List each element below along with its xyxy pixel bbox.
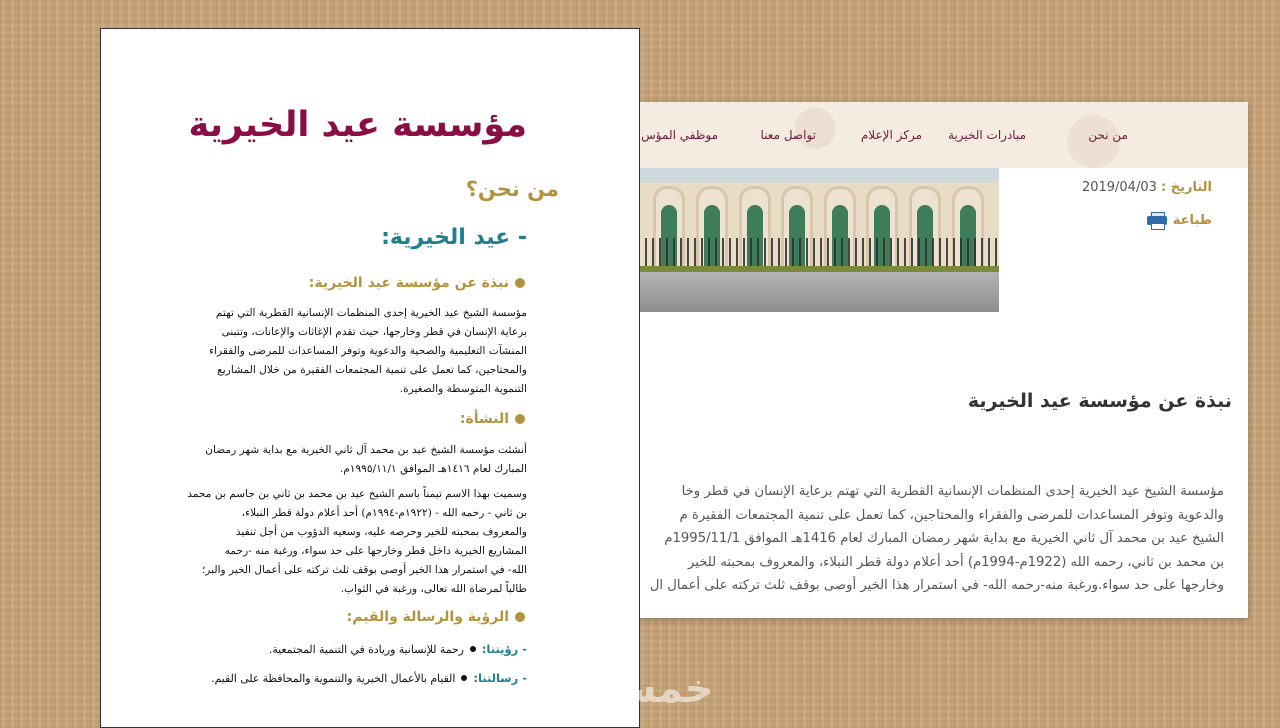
khamsat-watermark: خمسات bbox=[562, 666, 714, 712]
bullet-icon bbox=[515, 612, 525, 622]
nav-item-contact[interactable]: تواصل معنا bbox=[760, 128, 816, 142]
section-vision-label: الرؤية والرسالة والقيم: bbox=[346, 609, 509, 625]
date-value: 2019/04/03 bbox=[1081, 180, 1157, 195]
origin-line: أنشئت مؤسسة الشيخ عيد بن محمد آل ثاني الخيرية مع بداية شهر رمضان bbox=[205, 444, 527, 456]
bullet-dot-icon bbox=[470, 646, 476, 652]
section-vision-heading bbox=[347, 609, 525, 625]
nav-item-initiatives[interactable]: مبادرات الخيرية bbox=[947, 128, 1026, 142]
site-paragraph-line: مؤسسة الشيخ عيد الخيرية إحدى المنظمات الإنسانية القطرية التي تهتم برعاية الإنسان في قطر وخا bbox=[681, 484, 1224, 499]
vision-label: - رؤيتنا: bbox=[481, 642, 527, 656]
mission-item bbox=[211, 671, 527, 685]
section-about-label: نبذة عن مؤسسة عيد الخيرية: bbox=[308, 275, 509, 291]
site-article-heading: نبذة عن مؤسسة عيد الخيرية bbox=[967, 390, 1232, 412]
naming-line: الله- في استمرار هذا الخير أوصى بوقف ثلث تركته على أعمال الخير والبر؛ bbox=[201, 564, 527, 576]
nav-item-media-center[interactable]: مركز الإعلام bbox=[860, 128, 922, 142]
about-line: برعاية الإنسان في قطر وخارجها، حيث تقدم الإغاثات والإعانات، وتتبنى bbox=[221, 326, 527, 338]
mission-label: - رسالتنا: bbox=[473, 671, 527, 685]
site-navbar bbox=[630, 102, 1248, 168]
vision-item bbox=[269, 642, 527, 656]
publish-date bbox=[1082, 180, 1212, 195]
about-line: مؤسسة الشيخ عيد الخيرية إحدى المنظمات الإنسانية القطرية التي تهتم bbox=[215, 307, 527, 319]
website-panel bbox=[630, 102, 1248, 618]
who-are-we-heading: من نحن؟ bbox=[465, 177, 559, 201]
print-button[interactable] bbox=[1147, 212, 1212, 228]
printer-icon bbox=[1147, 212, 1167, 228]
print-label: طباعة bbox=[1172, 212, 1212, 228]
site-article-paragraph bbox=[630, 480, 1224, 598]
origin-paragraph bbox=[197, 441, 527, 479]
naming-line: والمعروف بمحبته للخير وحرصه عليه، وسعيه الدؤوب من أجل تنفيذ bbox=[235, 526, 527, 538]
naming-line: وسميت بهذا الاسم تيمناً باسم الشيخ عيد بن محمد بن ثاني بن جاسم بن محمد bbox=[187, 488, 527, 500]
building-banner-image bbox=[638, 168, 999, 312]
origin-line: المبارك لعام ١٤١٦هـ الموافق ١٩٩٥/١١/١م. bbox=[339, 463, 527, 475]
site-paragraph-line: وخارجها على حد سواء.ورغبة منه-رحمه الله- في استمرار هذا الخير أوصى بوقف ثلث تركته على أعمال ال bbox=[649, 578, 1224, 593]
naming-line: بن ثاني - رحمه الله - (١٩٢٢م-١٩٩٤م) أحد أعلام دولة قطر النبلاء، bbox=[241, 507, 527, 519]
about-paragraph bbox=[197, 304, 527, 399]
vision-text: رحمة للإنسانية وريادة في التنمية المجتمعية. bbox=[268, 642, 464, 656]
site-paragraph-line: بن محمد بن ثاني، رحمه الله (1922م-1994م) أحد أعلام دولة قطر النبلاء، والمعروف بمحبته للخير bbox=[687, 554, 1224, 570]
about-line: التنموية المتوسطة والصغيرة. bbox=[399, 383, 527, 395]
naming-paragraph bbox=[187, 485, 527, 599]
document-title: مؤسسة عيد الخيرية bbox=[188, 105, 527, 145]
site-paragraph-line: الشيخ عيد بن محمد آل ثاني الخيرية مع بداية شهر رمضان المبارك لعام 1416هـ الموافق 1995/11/1م bbox=[664, 531, 1224, 546]
nav-item-about[interactable]: من نحن bbox=[1088, 128, 1128, 142]
about-line: المنشآت التعليمية والصحية والدعوية وتوفر المساعدات للمرضى والفقراء bbox=[209, 345, 527, 357]
date-label: التاريخ : bbox=[1161, 180, 1212, 195]
section-about-heading bbox=[309, 275, 525, 291]
section-origin-heading bbox=[460, 411, 525, 427]
bullet-dot-icon bbox=[461, 675, 467, 681]
section-origin-label: النشأة: bbox=[459, 411, 509, 427]
about-line: والمحتاجين، كما تعمل على تنمية المجتمعات الفقيرة من خلال المشاريع bbox=[217, 364, 527, 376]
eid-charity-heading: - عيد الخيرية: bbox=[381, 225, 527, 250]
document-page bbox=[100, 28, 640, 728]
naming-line: المشاريع الخيرية داخل قطر وخارجها على حد سواء، ورغبة منه -رحمه bbox=[224, 545, 527, 557]
bullet-icon bbox=[515, 414, 525, 424]
mission-text: القيام بالأعمال الخيرية والتنموية والمحافظة على القيم. bbox=[211, 671, 456, 685]
nav-item-staff[interactable]: موظفي المؤس bbox=[641, 128, 718, 142]
bullet-icon bbox=[515, 278, 525, 288]
site-paragraph-line: والدعوية وتوفر المساعدات للمرضى والفقراء والمحتاجين، كما تعمل على تنمية المجتمعات الفقيرة م bbox=[679, 507, 1224, 523]
naming-line: طالباً لمرضاة الله تعالى، ورغبة في الثواب. bbox=[340, 583, 527, 595]
